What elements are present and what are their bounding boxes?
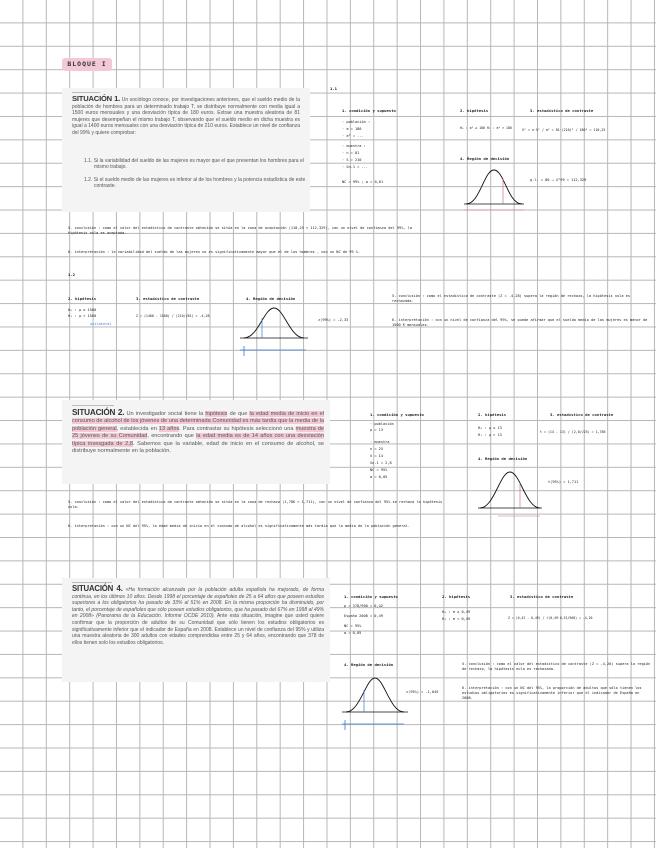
situation-4-title: SITUACIÓN 4. bbox=[72, 584, 123, 593]
situation-4-card bbox=[62, 578, 330, 682]
s3-step2-heading: 2. hipótesis bbox=[478, 412, 507, 417]
s4-step3-heading: 3. estadístico de contraste bbox=[510, 594, 574, 599]
card-top-rule bbox=[72, 92, 100, 93]
s3-data-e: x̄ = 14 bbox=[370, 454, 383, 458]
situation-1-card bbox=[62, 88, 310, 212]
s1-step1-heading: 1. condición y supuesto bbox=[342, 108, 396, 113]
s1-data-c: · σ² = ... bbox=[342, 134, 364, 138]
highlight-population: la edad media de inicio en el consumo de alcohol de los jóvenes de una determinada Comunidad es más tardía que la media de la población general bbox=[72, 411, 324, 432]
s3-step1-heading: 1. condición y supuesto bbox=[370, 412, 424, 417]
s1-step2-heading: 2. hipótesis bbox=[460, 108, 489, 113]
situation-2-text bbox=[72, 409, 324, 455]
card-top-rule bbox=[72, 405, 114, 406]
label-1-1: 1.1 bbox=[330, 86, 338, 91]
situation-2-p5: , encontrando que bbox=[147, 433, 194, 440]
s1-step3-heading: 3. estadístico de contraste bbox=[530, 108, 594, 113]
s2-step3-heading: 3. estadístico de contraste bbox=[136, 296, 200, 301]
s3-hyp2: H₁ : μ > 13 bbox=[478, 433, 502, 437]
s3-step4-heading: 4. Región de decisión bbox=[478, 456, 528, 461]
s3-normal-curve bbox=[478, 464, 542, 522]
s1-data-e: · n = 81 bbox=[342, 151, 360, 155]
s1-normal-curve bbox=[464, 164, 524, 216]
s4-data-d: α = 0,05 bbox=[344, 631, 362, 635]
highlight-hypothesis: hipótesis bbox=[205, 411, 228, 417]
highlight-sample: muestra de 25 jóvenes de su Comunidad bbox=[72, 425, 324, 440]
s4-data-b: España 2008 = 0,49 bbox=[344, 614, 383, 618]
situation-4-body: Ante esta situación, imagine que usted quiere confirmar que la proporción de adultos de su Comunidad que sólo tienen los estudios obligatorios es significativamente inferior que el indicador de España en 2008. Establece un nivel de confianza del 95% y utiliza una muestra aleatoria de 300 adultos con edades comprendidas entre 25 y 64 años, encontrando que 378 de ellos tienen solo los estudios obligatorios. bbox=[72, 613, 324, 646]
s3-step3-heading: 3. estadístico de contraste bbox=[550, 412, 614, 417]
s4-step1-heading: 1. condición y supuesto bbox=[344, 594, 398, 599]
s2-hyp1: H₀ : μ ≥ 1500 bbox=[68, 308, 97, 312]
s3-data-g: NC = 95% bbox=[370, 468, 388, 472]
s1-interpretation: 6. interpretación : la variabilidad del sueldo de las mujeres no es significativamente mayor que el de los hombres , con un NC de 99 %. bbox=[68, 250, 361, 254]
s4-step2-heading: 2. hipótesis bbox=[442, 594, 471, 599]
s3-data-a: · población bbox=[370, 422, 394, 426]
label-1-2: 1.2 bbox=[68, 272, 76, 277]
s2-step2-heading: 2. hipótesis bbox=[68, 296, 97, 301]
s2-normal-curve bbox=[240, 304, 308, 360]
s3-conclusion: 5. conclusión : como el valor del estadístico de contraste obtenido se sitúa en la zona de rechazo (1,786 > 1,711), con un nivel de confianza del 95% se rechaza la hipótesis nula. bbox=[68, 500, 443, 510]
situation-2-p4: . Para contrastar su hipótesis seleccionó una bbox=[179, 425, 294, 432]
situation-1-text bbox=[72, 96, 300, 137]
s1-hypothesis: H₀ : σ² ≤ 180 H₁ : σ² > 180 bbox=[460, 126, 512, 130]
s1-data-g: · Sn-1 = ... bbox=[342, 165, 368, 169]
s3-data-d: n = 25 bbox=[370, 447, 383, 451]
s3-data-h: α = 0,05 bbox=[370, 475, 388, 479]
highlight-stats: la edad media es de 14 años con una desviación típica insesgada de 2,8 bbox=[72, 433, 324, 447]
s4-normal-curve bbox=[342, 672, 408, 738]
s2-hyp2: H₁ : μ < 1500 bbox=[68, 314, 97, 318]
s4-hyp1: H₀ : π ≥ 0,49 bbox=[442, 610, 471, 614]
situation-2-card bbox=[62, 400, 330, 484]
situation-2-title: SITUACIÓN 2. bbox=[72, 408, 125, 417]
block-tag: BLOQUE I bbox=[62, 58, 112, 71]
s4-step4-heading: 4. Región de decisión bbox=[344, 662, 394, 667]
highlight-mu: 13 años bbox=[158, 425, 180, 432]
s2-sub: unilateral bbox=[90, 322, 112, 326]
s3-data-b: μ = 13 bbox=[370, 428, 383, 432]
s4-data-c: NC = 95% bbox=[344, 624, 362, 628]
s2-conclusion: 5. conclusión : como el estadístico de contraste (Z = -4,28) supera la región de rechazo, la hipótesis nula es rechazada. bbox=[392, 294, 630, 304]
situation-1-title: SITUACIÓN 1. bbox=[72, 94, 121, 103]
s3-critical: t(95%) = 1,711 bbox=[548, 480, 579, 484]
s1-data-h: NC = 99% ; α = 0,01 bbox=[342, 180, 384, 184]
s1-data-f: · S = 210 bbox=[342, 158, 362, 162]
situation-1-lead: Un sociólogo conoce, por investigaciones anteriores, que el sueldo medio de la población de hombres para un determinado trabajo T, se distribuye normalmente con media igual a 1500 euros mensuales y una desviación típica de 180 euros. Extrae una muestra aleatoria de 81 mujeres que desempeñan el mismo trabajo T, observando que el sueldo medio en dicha muestra es igual a 1400 euros mensuales con una desviación típica de 210 euros. Establece un nivel de confianza del 99% y quiere comprobar: bbox=[72, 97, 301, 136]
situation-1-q2: 1.2. Si el sueldo medio de las mujeres es inferior al de los hombres y la potencia estadística de este contraste. bbox=[84, 177, 306, 190]
situation-2-p2: de que bbox=[229, 411, 248, 417]
s4-data-a: p = 378/900 = 0,42 bbox=[344, 604, 383, 608]
s1-step4-heading: 4. Región de decisión bbox=[460, 156, 510, 161]
situation-2-p1: Un investigador social tiene la bbox=[126, 411, 204, 417]
s3-statistic: t = (14 - 13) / (2,8/√25) = 1,786 bbox=[540, 430, 606, 434]
s4-interpretation: 6. interpretación : con un NC del 95%, la proporción de adultos que sólo tienen los estudios obligatorios es significativamente inferior que el indicador de España en 2008. bbox=[462, 686, 642, 701]
s1-data-a: · población : bbox=[342, 120, 371, 124]
situation-4-quote: «Ha formación alcanzada por la población adulta española ha mejorado, de forma continua, en los últimos 10 años. Desde 1998 el porcentaje de españoles de 25 a 64 años que poseen estudios superiores a los obligatorios ha pasado de 33% al 51% en 2008. En la misma proporción ha disminuido, por tanto, el porcentaje de españoles que sólo poseen estudios obligatorios, que ha pasado del 67% en 1998 al 49% en 2008» (Panorama de la Educación. Informe OCDE 2010). bbox=[72, 587, 324, 620]
s4-conclusion: 5. conclusión : como el valor del estadístico de contraste (Z = -4,20) supera la región de rechazo, la hipótesis nula es rechazada. bbox=[462, 662, 651, 672]
s2-critical: z(99%) = -2,33 bbox=[318, 318, 349, 322]
s1-critical: g.l. = 80 → X²99 = 112,329 bbox=[530, 178, 587, 182]
s2-statistic: Z = (1400 - 1500) / (210/√81) = -4,28 bbox=[136, 314, 210, 318]
situation-1-q1: 1.1. Si la variabilidad del sueldo de las mujeres es mayor que el que presentan los hombres para el mismo trabajo. bbox=[84, 158, 304, 171]
s3-data-f: Sn-1 = 2,8 bbox=[370, 461, 392, 465]
card-top-rule bbox=[72, 582, 112, 583]
s1-data-d: · muestra : bbox=[342, 144, 366, 148]
s2-interpretation: 6. interpretación : con un nivel de confianza del 99%, se puede afirmar que el sueldo medio de las mujeres es menor de 1500 € mensuales. bbox=[392, 318, 648, 328]
s3-hyp1: H₀ : μ ≤ 13 bbox=[478, 426, 502, 430]
s4-statistic: Z = (0,42 - 0,49) / √(0,49·0,51/900) = -4,20 bbox=[508, 616, 593, 620]
s3-data-c: · muestra bbox=[370, 440, 390, 444]
s1-conclusion: 5. conclusión : como el valor del estadístico de contraste obtenido se sitúa en la zona de aceptación (110,25 < 112,329), con un nivel de confianza del 99%, la hipótesis nula es aceptada. bbox=[68, 226, 413, 236]
situation-2-p3: , establecida en bbox=[116, 425, 157, 432]
s3-interpretation: 6. interpretación : con un NC del 95%, la edad media de inicio en el consumo de alcohol es significativamente más tardía que la media de la población general. bbox=[68, 524, 410, 528]
situation-2-p6: . Sabemos que la variable, edad de inicio en el consumo de alcohol, se distribuye normalmente en la población. bbox=[72, 440, 324, 455]
s4-critical: z(95%) = -1,645 bbox=[406, 690, 439, 694]
s1-statistic: X² = n·S² / σ² = 81·(210)² / 180² = 110,25 bbox=[522, 128, 606, 132]
s4-hyp2: H₁ : π < 0,49 bbox=[442, 617, 471, 621]
s1-data-b: · σ = 180 bbox=[342, 127, 362, 131]
s2-step4-heading: 4. Región de decisión bbox=[246, 296, 296, 301]
situation-4-text bbox=[72, 586, 324, 646]
